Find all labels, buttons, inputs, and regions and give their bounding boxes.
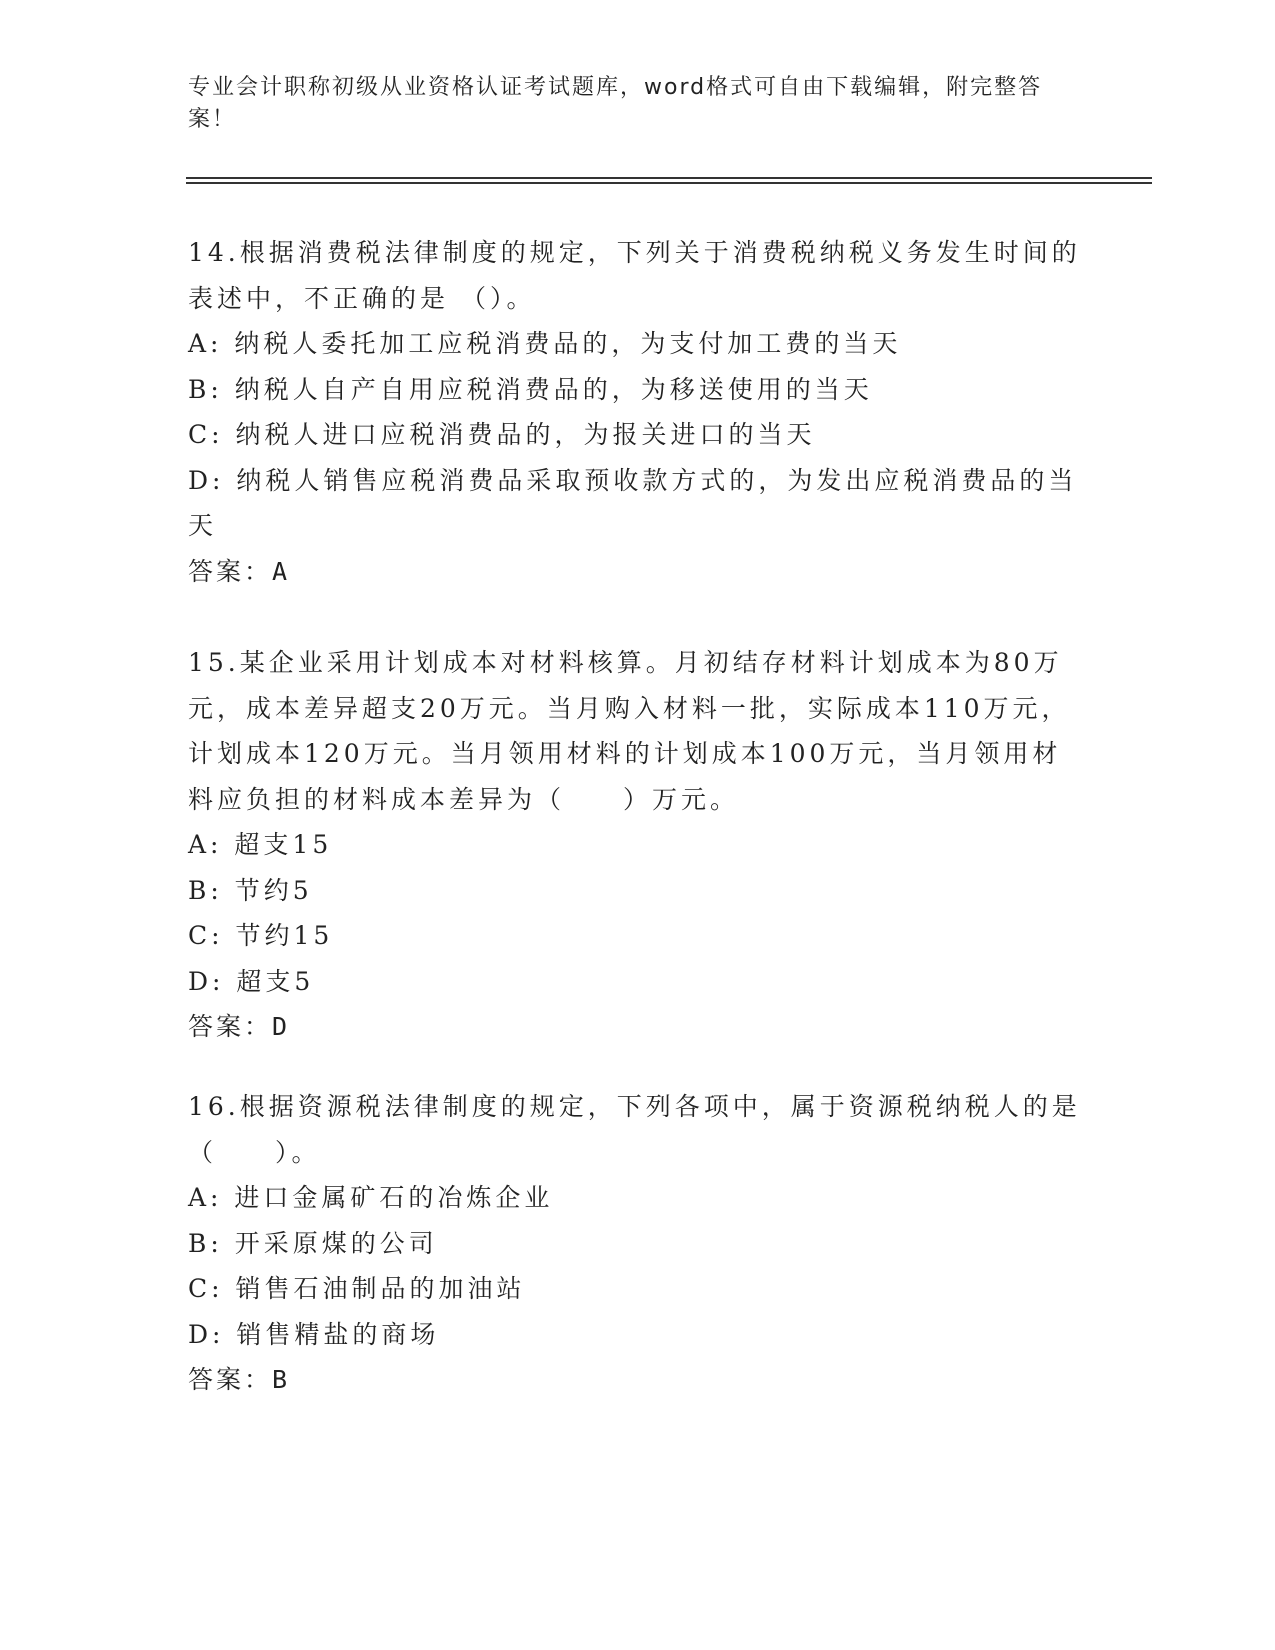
- answer-label: 答案：: [188, 556, 273, 586]
- answer-value: B: [272, 1365, 291, 1394]
- answer-line: [188, 1357, 1088, 1403]
- option-c: C: 节约15: [188, 921, 334, 950]
- answer-label: 答案：: [188, 1012, 273, 1041]
- question-stem: 15.某企业采用计划成本对材料核算。月初结存材料计划成本为80万元，成本差异超支20万元。当月购入材料一批，实际成本110万元，计划成本120万元。当月领用材料的计划成本100万元，当月领用材料应负担的材料成本差异为（ ）万元。: [188, 648, 1071, 814]
- question-stem: 16.根据资源税法律制度的规定，下列各项中，属于资源税纳税人的是（ ）。: [188, 1092, 1081, 1167]
- answer-line: [188, 549, 1088, 595]
- question-15: [188, 640, 1088, 1050]
- option-b: B: 开采原煤的公司: [188, 1228, 438, 1258]
- answer-value: D: [272, 1012, 291, 1041]
- option-d: D: 纳税人销售应税消费品采取预收款方式的，为发出应税消费品的当天: [188, 465, 1078, 540]
- question-16: [188, 1084, 1088, 1403]
- option-c: C: 销售石油制品的加油站: [188, 1274, 526, 1303]
- option-b: B: 纳税人自产自用应税消费品的，为移送使用的当天: [188, 374, 873, 404]
- option-a: A: 超支15: [188, 830, 333, 859]
- document-header: 专业会计职称初级从业资格认证考试题库，word格式可自由下载编辑，附完整答案！: [188, 75, 1043, 132]
- option-b: B: 节约5: [188, 875, 313, 905]
- answer-label: 答案：: [188, 1365, 273, 1394]
- header-divider-bottom: [186, 182, 1152, 184]
- option-d: D: 销售精盐的商场: [188, 1319, 440, 1349]
- question-14: [188, 230, 1088, 594]
- option-a: A: 纳税人委托加工应税消费品的，为支付加工费的当天: [188, 329, 902, 358]
- header-divider-top: [186, 177, 1152, 179]
- answer-value: A: [272, 556, 291, 586]
- option-c: C: 纳税人进口应税消费品的，为报关进口的当天: [188, 420, 816, 449]
- question-stem: 14.根据消费税法律制度的规定，下列关于消费税纳税义务发生时间的表述中，不正确的是 （）。: [188, 238, 1081, 313]
- answer-line: [188, 1004, 1088, 1050]
- option-d: D: 超支5: [188, 966, 315, 996]
- option-a: A: 进口金属矿石的冶炼企业: [188, 1183, 554, 1212]
